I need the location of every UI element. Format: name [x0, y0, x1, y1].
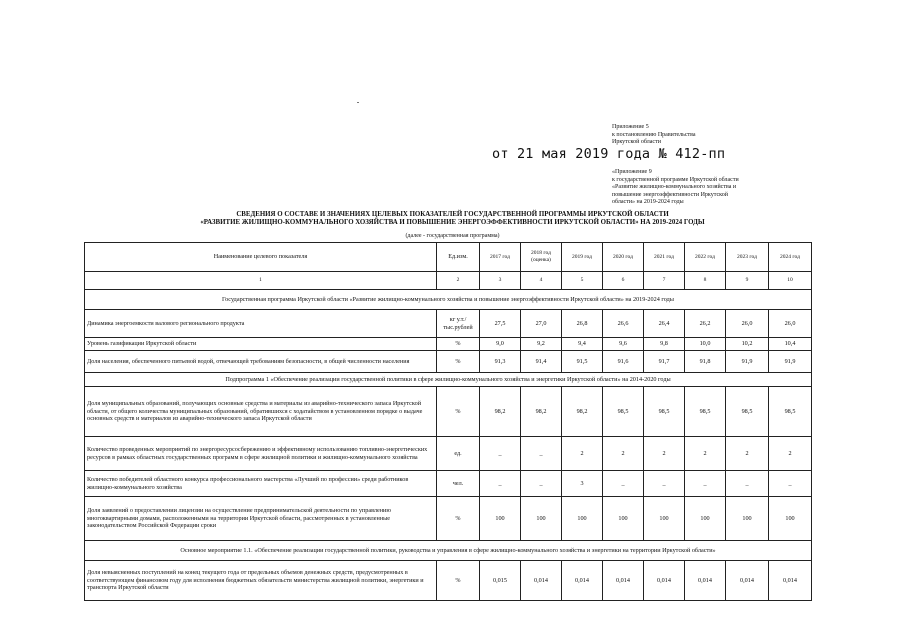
table-column-number-row	[85, 272, 812, 290]
section-row	[85, 541, 812, 561]
appendix-5-line: Иркутской области	[612, 139, 661, 145]
table-row	[85, 338, 812, 351]
table-row	[85, 497, 812, 541]
indicator-value: 2	[603, 437, 644, 471]
indicator-value: _	[603, 471, 644, 497]
indicator-value: 9,0	[480, 338, 521, 351]
section-title: Подпрограмма 1 «Обеспечение реализации государственной политики в сфере жилищно-коммунального хозяйства и энергетики Иркутской области» на 2014-2020 годы	[85, 373, 812, 387]
indicator-value: 91,3	[480, 351, 521, 373]
section-title: Государственная программа Иркутской области «Развитие жилищно-коммунального хозяйства и повышение энергоэффективности Иркутской области» на 2019-2024 годы	[85, 290, 812, 310]
scan-speck	[357, 102, 359, 103]
indicator-value: 91,8	[685, 351, 726, 373]
header-year: 2021 год	[644, 243, 685, 272]
indicator-value: 3	[562, 471, 603, 497]
table-row	[85, 471, 812, 497]
indicator-value: 26,0	[769, 310, 812, 338]
document-title	[80, 211, 825, 227]
indicator-unit: кг у.т./ тыс.рублей	[437, 310, 480, 338]
indicator-value: 100	[603, 497, 644, 541]
indicator-name: Доля невыясненных поступлений на конец текущего года от предельных объемов денежных средств, предусмотренных в соответствующем финансовом году для исполнения бюджетных обязательств министерства жилищной политики, энергетики и транспорта Иркутской области	[85, 561, 437, 601]
header-year: 2024 год	[769, 243, 812, 272]
indicator-value: 100	[769, 497, 812, 541]
indicator-unit: ед.	[437, 437, 480, 471]
indicator-value: 9,2	[521, 338, 562, 351]
indicator-name: Доля муниципальных образований, получающих основные средства и материалы из аварийно-технического запаса Иркутской области, от общего количества муниципальных образований, обратившихся с ходатайством в установленном порядке о выдаче основных средств и материалов из аварийно-технического запаса Иркутской области	[85, 387, 437, 437]
section-row	[85, 373, 812, 387]
indicator-value: _	[726, 471, 769, 497]
indicator-value: 26,8	[562, 310, 603, 338]
indicator-value: 26,6	[603, 310, 644, 338]
table-row	[85, 437, 812, 471]
indicator-value: 0,014	[603, 561, 644, 601]
indicator-value: 91,6	[603, 351, 644, 373]
indicator-value: 9,4	[562, 338, 603, 351]
column-number: 4	[521, 272, 562, 290]
indicator-value: _	[769, 471, 812, 497]
indicator-value: 0,014	[521, 561, 562, 601]
indicator-value: 0,014	[685, 561, 726, 601]
indicator-value: 98,5	[685, 387, 726, 437]
header-year: 2020 год	[603, 243, 644, 272]
header-unit: Ед.изм.	[437, 243, 480, 272]
section-row	[85, 290, 812, 310]
indicator-value: _	[521, 471, 562, 497]
document-title-line: «РАЗВИТИЕ ЖИЛИЩНО-КОММУНАЛЬНОГО ХОЗЯЙСТВА И ПОВЫШЕНИЕ ЭНЕРГОЭФФЕКТИВНОСТИ ИРКУТСКОЙ ОБЛАСТИ» НА 2019-2024 ГОДЫ	[200, 219, 705, 227]
column-number: 7	[644, 272, 685, 290]
appendix-9-line: области» на 2019-2024 годы	[612, 199, 684, 205]
indicator-value: 0,014	[644, 561, 685, 601]
indicator-unit: чел.	[437, 471, 480, 497]
indicator-value: 98,5	[644, 387, 685, 437]
column-number: 2	[437, 272, 480, 290]
indicator-value: 0,015	[480, 561, 521, 601]
appendix-9-line: к государственной программе Иркутской области	[612, 176, 739, 183]
indicator-unit: %	[437, 387, 480, 437]
document-subtitle: (далее - государственная программа)	[405, 233, 500, 239]
indicator-value: 91,9	[769, 351, 812, 373]
indicator-name: Доля населения, обеспеченного питьевой водой, отвечающей требованиям безопасности, в общей численности населения	[85, 351, 437, 373]
indicator-name: Динамика энергоемкости валового регионального продукта	[85, 310, 437, 338]
section-title: Основное мероприятие 1.1. «Обеспечение реализации государственной политики, руководства и управления в сфере жилищно-коммунального хозяйства и энергетики на территории Иркутской области»	[85, 541, 812, 561]
indicator-value: 2	[685, 437, 726, 471]
appendix-5-line: Приложение 5	[612, 124, 649, 130]
indicators-table	[84, 242, 812, 601]
indicator-value: _	[685, 471, 726, 497]
table-row	[85, 351, 812, 373]
header-name: Наименование целевого показателя	[85, 243, 437, 272]
indicator-value: 10,2	[726, 338, 769, 351]
indicator-value: 9,8	[644, 338, 685, 351]
indicator-value: 2	[726, 437, 769, 471]
indicator-value: 2	[562, 437, 603, 471]
indicator-value: 27,0	[521, 310, 562, 338]
indicator-value: 0,014	[562, 561, 603, 601]
indicator-value: 26,0	[726, 310, 769, 338]
header-year: 2018 год (оценка)	[521, 243, 562, 272]
indicator-value: 98,2	[480, 387, 521, 437]
indicator-value: 2	[644, 437, 685, 471]
indicators-table-body	[85, 243, 812, 601]
indicator-value: 2	[769, 437, 812, 471]
column-number: 6	[603, 272, 644, 290]
indicator-value: 91,7	[644, 351, 685, 373]
appendix-5-header	[612, 124, 732, 147]
table-row	[85, 561, 812, 601]
indicator-value: 98,5	[603, 387, 644, 437]
header-year: 2017 год	[480, 243, 521, 272]
indicator-value: 100	[644, 497, 685, 541]
indicator-value: _	[521, 437, 562, 471]
document-title-line: СВЕДЕНИЯ О СОСТАВЕ И ЗНАЧЕНИЯХ ЦЕЛЕВЫХ ПОКАЗАТЕЛЕЙ ГОСУДАРСТВЕННОЙ ПРОГРАММЫ ИРКУТСКОЙ ОБЛАСТИ	[236, 211, 669, 218]
table-row	[85, 310, 812, 338]
indicator-value: 26,4	[644, 310, 685, 338]
indicator-value: 100	[685, 497, 726, 541]
appendix-9-line: «Приложение 9	[612, 169, 652, 175]
indicator-value: 98,2	[562, 387, 603, 437]
indicator-value: _	[480, 471, 521, 497]
indicator-value: 0,014	[726, 561, 769, 601]
column-number: 9	[726, 272, 769, 290]
indicator-value: 98,5	[726, 387, 769, 437]
indicator-value: 10,4	[769, 338, 812, 351]
column-number: 5	[562, 272, 603, 290]
appendix-9-line: повышение энергоэффективности Иркутской	[612, 191, 728, 198]
indicator-value: 10,0	[685, 338, 726, 351]
indicator-unit: %	[437, 338, 480, 351]
column-number: 3	[480, 272, 521, 290]
indicator-name: Количество победителей областного конкурса профессионального мастерства «Лучший по профессии» среди работников жилищно-коммунального хозяйства	[85, 471, 437, 497]
indicator-value: 0,014	[769, 561, 812, 601]
indicator-value: 26,2	[685, 310, 726, 338]
appendix-9-line: «Развитие жилищно-коммунального хозяйства и	[612, 184, 737, 190]
indicator-unit: %	[437, 351, 480, 373]
indicator-name: Доля заявлений о предоставлении лицензии на осуществление предпринимательской деятельности по управлению многоквартирными домами, расположенными на территории Иркутской области, рассмотренных в установленные законодательством Российской Федерации сроки	[85, 497, 437, 541]
indicator-value: 98,5	[769, 387, 812, 437]
indicator-unit: %	[437, 561, 480, 601]
header-year: 2023 год	[726, 243, 769, 272]
indicator-value: 98,2	[521, 387, 562, 437]
indicator-value: 91,9	[726, 351, 769, 373]
resolution-date-stamp: от 21 мая 2019 года № 412-пп	[492, 146, 726, 162]
table-row	[85, 387, 812, 437]
indicator-value: 100	[480, 497, 521, 541]
header-year: 2022 год	[685, 243, 726, 272]
column-number: 10	[769, 272, 812, 290]
indicator-value: 100	[726, 497, 769, 541]
table-header-row	[85, 243, 812, 272]
indicator-value: _	[480, 437, 521, 471]
column-number: 1	[85, 272, 437, 290]
indicator-value: 91,4	[521, 351, 562, 373]
indicator-unit: %	[437, 497, 480, 541]
indicator-value: 27,5	[480, 310, 521, 338]
indicator-value: 9,6	[603, 338, 644, 351]
appendix-9-header	[612, 169, 787, 207]
header-year: 2019 год	[562, 243, 603, 272]
column-number: 8	[685, 272, 726, 290]
indicator-name: Количество проведенных мероприятий по энергоресурсосбережению и эффективному использованию топливно-энергетических ресурсов в рамках областных государственных программ в сфере жилищной политики и жилищно-коммунального хозяйства	[85, 437, 437, 471]
indicator-value: 91,5	[562, 351, 603, 373]
indicator-value: 100	[521, 497, 562, 541]
indicator-value: 100	[562, 497, 603, 541]
appendix-5-line: к постановлению Правительства	[612, 131, 696, 138]
indicator-value: _	[644, 471, 685, 497]
indicator-name: Уровень газификации Иркутской области	[85, 338, 437, 351]
